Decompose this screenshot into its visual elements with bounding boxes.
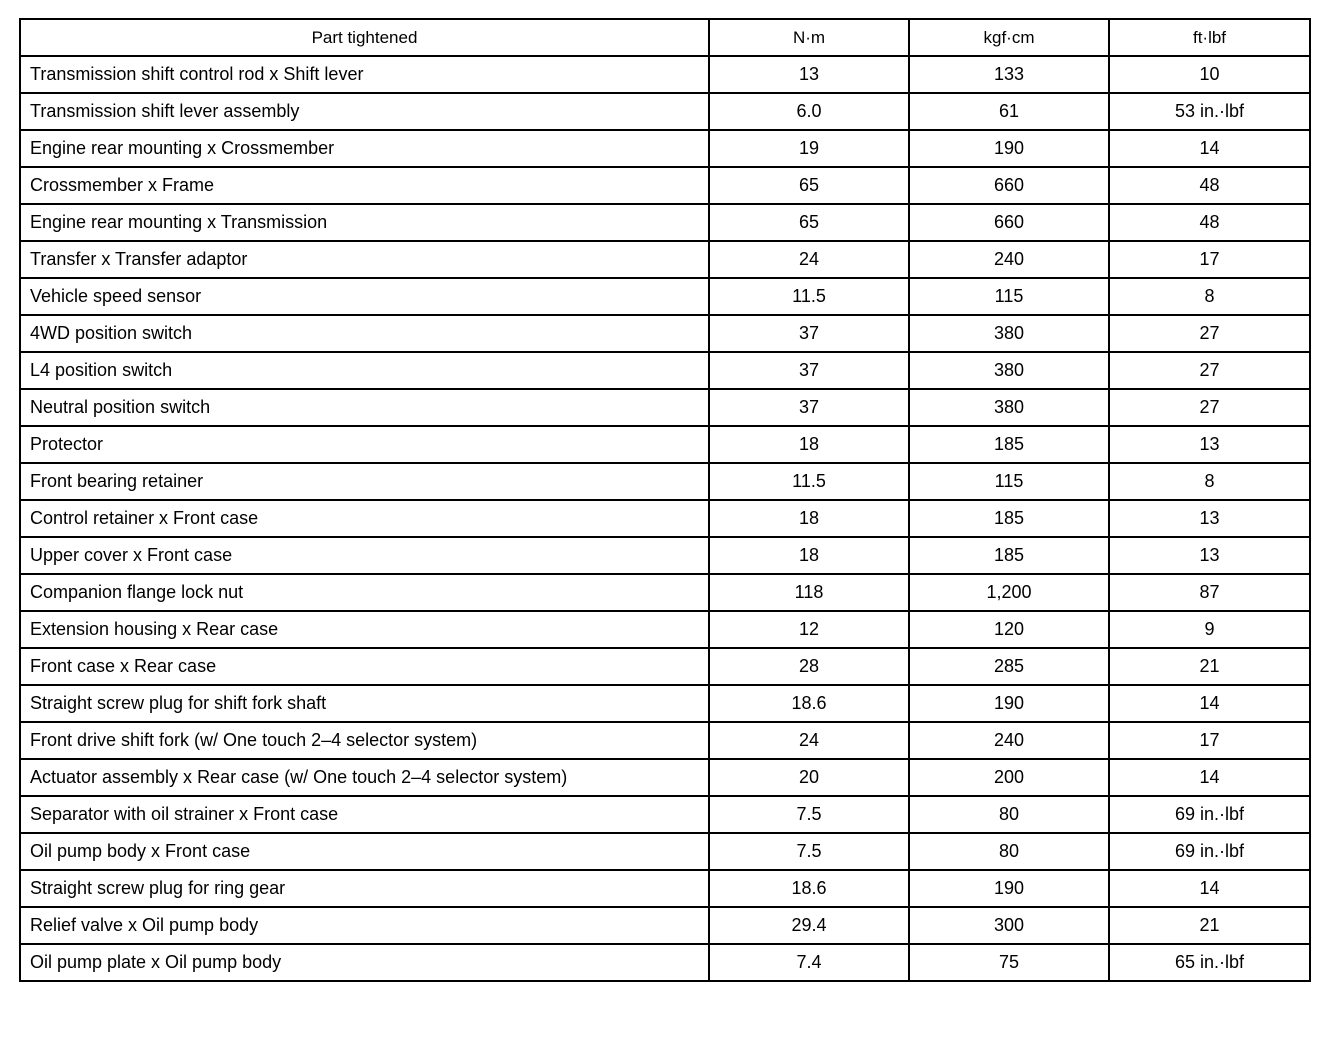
table-row xyxy=(20,204,1310,241)
part-cell: Engine rear mounting x Transmission xyxy=(20,204,709,241)
ft-lbf-cell: 9 xyxy=(1109,611,1310,648)
kgf-cm-cell: 120 xyxy=(909,611,1109,648)
ft-lbf-cell: 8 xyxy=(1109,463,1310,500)
ft-lbf-cell: 48 xyxy=(1109,204,1310,241)
nm-cell: 37 xyxy=(709,315,909,352)
kgf-cm-cell: 185 xyxy=(909,537,1109,574)
kgf-cm-cell: 200 xyxy=(909,759,1109,796)
table-row xyxy=(20,93,1310,130)
kgf-cm-cell: 380 xyxy=(909,315,1109,352)
table-row xyxy=(20,426,1310,463)
table-row xyxy=(20,574,1310,611)
nm-cell: 12 xyxy=(709,611,909,648)
ft-lbf-cell: 27 xyxy=(1109,352,1310,389)
part-cell: L4 position switch xyxy=(20,352,709,389)
nm-cell: 19 xyxy=(709,130,909,167)
nm-cell: 20 xyxy=(709,759,909,796)
ft-lbf-cell: 69 in.·lbf xyxy=(1109,796,1310,833)
table-row xyxy=(20,870,1310,907)
part-cell: Actuator assembly x Rear case (w/ One touch 2–4 selector system) xyxy=(20,759,709,796)
part-cell: Separator with oil strainer x Front case xyxy=(20,796,709,833)
kgf-cm-cell: 185 xyxy=(909,426,1109,463)
kgf-cm-cell: 190 xyxy=(909,130,1109,167)
table-row xyxy=(20,685,1310,722)
ft-lbf-cell: 53 in.·lbf xyxy=(1109,93,1310,130)
part-cell: Extension housing x Rear case xyxy=(20,611,709,648)
kgf-cm-cell: 240 xyxy=(909,722,1109,759)
part-cell: Crossmember x Frame xyxy=(20,167,709,204)
nm-cell: 11.5 xyxy=(709,278,909,315)
part-cell: Transmission shift lever assembly xyxy=(20,93,709,130)
nm-cell: 118 xyxy=(709,574,909,611)
part-cell: Vehicle speed sensor xyxy=(20,278,709,315)
torque-specification-table xyxy=(19,18,1311,982)
nm-cell: 18 xyxy=(709,500,909,537)
nm-cell: 37 xyxy=(709,389,909,426)
ft-lbf-cell: 87 xyxy=(1109,574,1310,611)
nm-cell: 6.0 xyxy=(709,93,909,130)
part-cell: Relief valve x Oil pump body xyxy=(20,907,709,944)
nm-cell: 13 xyxy=(709,56,909,93)
nm-cell: 11.5 xyxy=(709,463,909,500)
ft-lbf-cell: 14 xyxy=(1109,130,1310,167)
ft-lbf-cell: 14 xyxy=(1109,870,1310,907)
table-row xyxy=(20,907,1310,944)
nm-cell: 7.4 xyxy=(709,944,909,981)
kgf-cm-cell: 300 xyxy=(909,907,1109,944)
part-cell: Control retainer x Front case xyxy=(20,500,709,537)
table-row xyxy=(20,352,1310,389)
kgf-cm-cell: 190 xyxy=(909,870,1109,907)
table-row xyxy=(20,167,1310,204)
header-newton-meters: N·m xyxy=(709,19,909,56)
kgf-cm-cell: 115 xyxy=(909,463,1109,500)
table-row xyxy=(20,389,1310,426)
kgf-cm-cell: 380 xyxy=(909,389,1109,426)
ft-lbf-cell: 69 in.·lbf xyxy=(1109,833,1310,870)
part-cell: Oil pump plate x Oil pump body xyxy=(20,944,709,981)
table-row xyxy=(20,241,1310,278)
kgf-cm-cell: 660 xyxy=(909,204,1109,241)
ft-lbf-cell: 17 xyxy=(1109,722,1310,759)
table-body xyxy=(20,56,1310,981)
nm-cell: 7.5 xyxy=(709,796,909,833)
part-cell: Straight screw plug for ring gear xyxy=(20,870,709,907)
header-part-tightened: Part tightened xyxy=(20,19,709,56)
table-row xyxy=(20,833,1310,870)
ft-lbf-cell: 13 xyxy=(1109,426,1310,463)
header-kgf-cm: kgf·cm xyxy=(909,19,1109,56)
nm-cell: 18 xyxy=(709,537,909,574)
kgf-cm-cell: 190 xyxy=(909,685,1109,722)
ft-lbf-cell: 27 xyxy=(1109,389,1310,426)
part-cell: Engine rear mounting x Crossmember xyxy=(20,130,709,167)
cropped-title-fragment xyxy=(36,0,506,6)
part-cell: Transfer x Transfer adaptor xyxy=(20,241,709,278)
nm-cell: 24 xyxy=(709,722,909,759)
ft-lbf-cell: 10 xyxy=(1109,56,1310,93)
part-cell: Transmission shift control rod x Shift lever xyxy=(20,56,709,93)
ft-lbf-cell: 14 xyxy=(1109,759,1310,796)
kgf-cm-cell: 660 xyxy=(909,167,1109,204)
part-cell: Front case x Rear case xyxy=(20,648,709,685)
table-row xyxy=(20,611,1310,648)
ft-lbf-cell: 48 xyxy=(1109,167,1310,204)
part-cell: Straight screw plug for shift fork shaft xyxy=(20,685,709,722)
kgf-cm-cell: 185 xyxy=(909,500,1109,537)
ft-lbf-cell: 21 xyxy=(1109,648,1310,685)
table-header-row xyxy=(20,19,1310,56)
ft-lbf-cell: 27 xyxy=(1109,315,1310,352)
header-ft-lbf: ft·lbf xyxy=(1109,19,1310,56)
nm-cell: 65 xyxy=(709,167,909,204)
kgf-cm-cell: 133 xyxy=(909,56,1109,93)
kgf-cm-cell: 380 xyxy=(909,352,1109,389)
table-row xyxy=(20,796,1310,833)
nm-cell: 37 xyxy=(709,352,909,389)
ft-lbf-cell: 14 xyxy=(1109,685,1310,722)
part-cell: Front bearing retainer xyxy=(20,463,709,500)
table-row xyxy=(20,944,1310,981)
kgf-cm-cell: 61 xyxy=(909,93,1109,130)
kgf-cm-cell: 80 xyxy=(909,796,1109,833)
table-row xyxy=(20,278,1310,315)
kgf-cm-cell: 75 xyxy=(909,944,1109,981)
table-row xyxy=(20,130,1310,167)
ft-lbf-cell: 21 xyxy=(1109,907,1310,944)
kgf-cm-cell: 80 xyxy=(909,833,1109,870)
ft-lbf-cell: 17 xyxy=(1109,241,1310,278)
table-row xyxy=(20,463,1310,500)
nm-cell: 29.4 xyxy=(709,907,909,944)
kgf-cm-cell: 115 xyxy=(909,278,1109,315)
part-cell: Upper cover x Front case xyxy=(20,537,709,574)
nm-cell: 65 xyxy=(709,204,909,241)
part-cell: Neutral position switch xyxy=(20,389,709,426)
kgf-cm-cell: 1,200 xyxy=(909,574,1109,611)
part-cell: Companion flange lock nut xyxy=(20,574,709,611)
kgf-cm-cell: 285 xyxy=(909,648,1109,685)
ft-lbf-cell: 8 xyxy=(1109,278,1310,315)
kgf-cm-cell: 240 xyxy=(909,241,1109,278)
ft-lbf-cell: 13 xyxy=(1109,537,1310,574)
nm-cell: 18.6 xyxy=(709,870,909,907)
ft-lbf-cell: 65 in.·lbf xyxy=(1109,944,1310,981)
table-row xyxy=(20,315,1310,352)
table-row xyxy=(20,500,1310,537)
nm-cell: 24 xyxy=(709,241,909,278)
part-cell: Oil pump body x Front case xyxy=(20,833,709,870)
table-row xyxy=(20,648,1310,685)
table-row xyxy=(20,759,1310,796)
nm-cell: 7.5 xyxy=(709,833,909,870)
part-cell: Protector xyxy=(20,426,709,463)
ft-lbf-cell: 13 xyxy=(1109,500,1310,537)
part-cell: 4WD position switch xyxy=(20,315,709,352)
nm-cell: 18.6 xyxy=(709,685,909,722)
nm-cell: 18 xyxy=(709,426,909,463)
table-row xyxy=(20,56,1310,93)
nm-cell: 28 xyxy=(709,648,909,685)
part-cell: Front drive shift fork (w/ One touch 2–4 selector system) xyxy=(20,722,709,759)
table-row xyxy=(20,537,1310,574)
table-row xyxy=(20,722,1310,759)
